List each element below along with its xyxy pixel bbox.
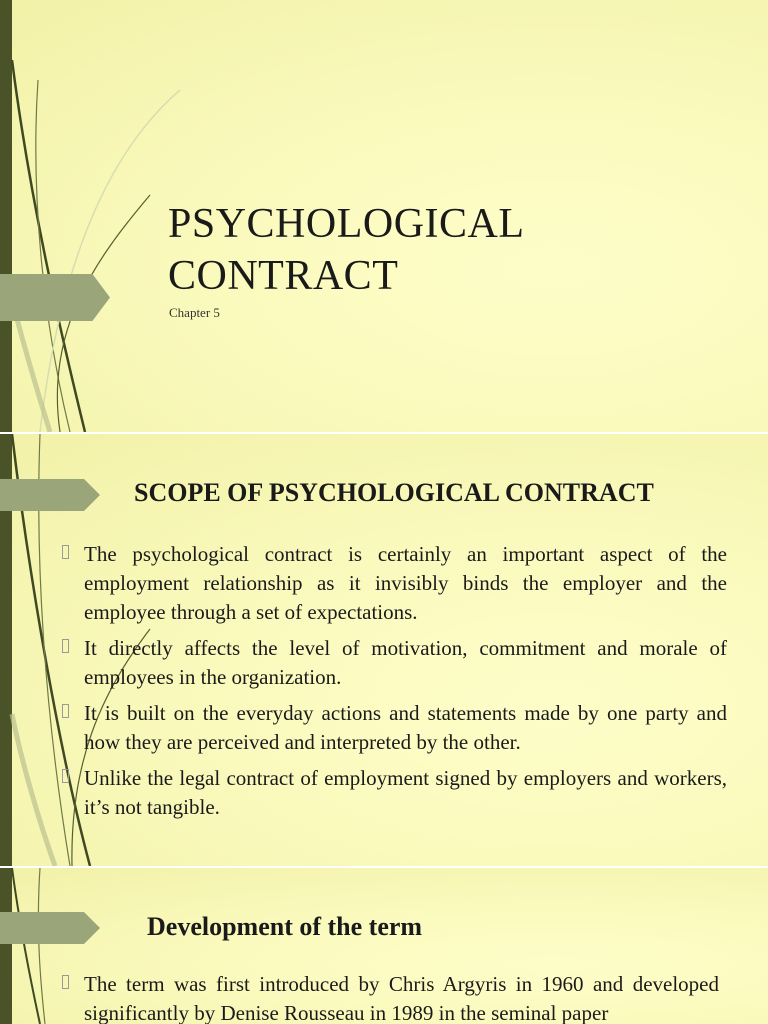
scope-slide — [0, 434, 768, 866]
list-item-text: It directly affects the level of motivation, commitment and morale of employees in the organization. — [84, 636, 727, 689]
bullet-icon — [62, 975, 69, 989]
subtitle: Chapter 5 — [169, 305, 220, 320]
list-item — [62, 699, 727, 757]
bullet-list — [62, 970, 719, 1024]
list-item-text: The psychological contract is certainly an important aspect of the employment relationship as it invisibly binds the employer and the employee through a set of expectations. — [84, 542, 727, 624]
list-item — [62, 540, 727, 627]
slide-edge-bar — [0, 0, 12, 432]
development-slide — [0, 868, 768, 1024]
title-line-1: PSYCHOLOGICAL — [168, 201, 525, 247]
slide-edge-bar — [0, 868, 12, 1024]
bullet-icon — [62, 545, 69, 559]
list-item — [62, 764, 727, 822]
title-tab-marker — [0, 274, 110, 321]
title-line-2: CONTRACT — [168, 253, 399, 299]
section-heading: SCOPE OF PSYCHOLOGICAL CONTRACT — [134, 478, 654, 507]
section-heading: Development of the term — [147, 912, 423, 941]
list-item — [62, 634, 727, 692]
list-item-text: The term was first introduced by Chris Argyris in 1960 and developed significantly by Denise Rousseau in 1989 in the seminal paper — [84, 972, 719, 1024]
title-slide — [0, 0, 768, 432]
heading-tab-marker — [0, 912, 100, 944]
bullet-icon — [62, 704, 69, 718]
list-item — [62, 970, 719, 1024]
list-item-text: Unlike the legal contract of employment signed by employers and workers, it’s not tangible. — [84, 766, 727, 819]
page-title — [168, 198, 525, 302]
heading-tab-marker — [0, 479, 100, 511]
bullet-list — [62, 540, 727, 829]
bullet-icon — [62, 639, 69, 653]
bullet-icon — [62, 769, 69, 783]
list-item-text: It is built on the everyday actions and statements made by one party and how they are perceived and interpreted by the other. — [84, 701, 727, 754]
